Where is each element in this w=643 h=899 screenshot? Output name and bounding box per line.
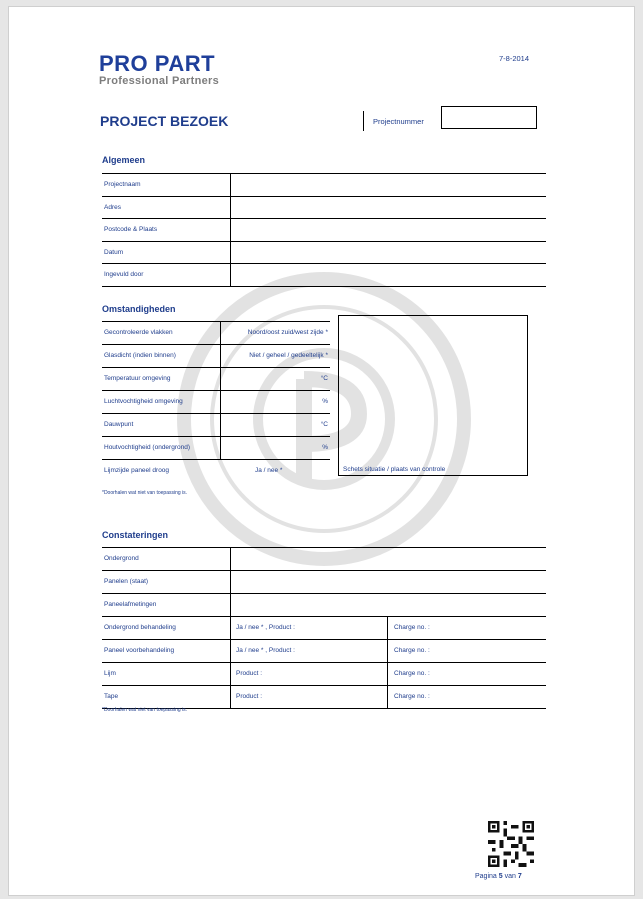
qr-code-icon — [487, 821, 535, 867]
row-line — [102, 685, 546, 686]
field-input[interactable] — [231, 219, 546, 240]
finding-charge[interactable]: Charge no. : — [394, 670, 430, 677]
field-label: Adres — [104, 203, 121, 211]
row-line — [102, 321, 330, 322]
row-line — [102, 662, 546, 663]
projectnummer-divider — [363, 111, 364, 131]
sketch-area[interactable] — [338, 315, 528, 476]
finding-charge[interactable]: Charge no. : — [394, 693, 430, 700]
document-page — [8, 6, 635, 896]
condition-label: Houtvochtigheid (ondergrond) — [104, 444, 190, 451]
company-logo — [99, 53, 219, 87]
footnote-constateringen: *Doorhalen wat niet van toepassing is. — [102, 707, 188, 713]
document-date: 7-8-2014 — [499, 54, 530, 63]
row-line — [102, 390, 330, 391]
field-label: Datum — [104, 248, 124, 256]
field-input[interactable] — [231, 197, 546, 218]
row-line — [102, 367, 330, 368]
condition-value[interactable]: Niet / geheel / gedeeltelijk * — [249, 352, 328, 359]
finding-label: Ondergrond — [104, 555, 139, 562]
finding-product[interactable]: Ja / nee * , Product : — [236, 624, 295, 631]
projectnummer-field[interactable] — [441, 106, 537, 129]
condition-value[interactable]: % — [322, 398, 328, 405]
finding-label: Paneel voorbehandeling — [104, 647, 175, 654]
condition-value[interactable]: Ja / nee * — [255, 467, 283, 474]
finding-label: Ondergrond behandeling — [104, 624, 176, 631]
logo-main-text: PRO PART — [99, 51, 216, 76]
section-heading-omstandigheden: Omstandigheden — [102, 304, 176, 314]
condition-value[interactable]: °C — [320, 421, 328, 428]
logo-sub-text: Professional Partners — [99, 75, 220, 87]
condition-label: Lijmzijde paneel droog — [104, 467, 170, 474]
page-current: 5 — [498, 873, 503, 880]
condition-value[interactable]: % — [322, 444, 328, 451]
row-line — [102, 436, 330, 437]
finding-charge[interactable]: Charge no. : — [394, 624, 430, 631]
finding-charge[interactable]: Charge no. : — [394, 647, 430, 654]
row-line — [102, 593, 546, 594]
finding-label: Lijm — [104, 670, 116, 677]
row-line — [102, 570, 546, 571]
condition-label: Dauwpunt — [104, 421, 134, 428]
page-total: 7 — [517, 873, 522, 880]
row-line — [102, 547, 546, 548]
row-line — [102, 459, 330, 460]
field-input[interactable] — [231, 242, 546, 263]
finding-product[interactable]: Product : — [236, 670, 263, 677]
page-indicator — [475, 873, 522, 880]
finding-product[interactable]: Ja / nee * , Product : — [236, 647, 295, 654]
finding-product[interactable]: Product : — [236, 693, 263, 700]
page-sep: van — [504, 873, 516, 880]
finding-label: Tape — [104, 693, 119, 700]
sketch-label: Schets situatie / plaats van controle — [343, 466, 446, 473]
condition-value[interactable]: °C — [320, 375, 328, 382]
section-heading-algemeen: Algemeen — [102, 155, 146, 165]
condition-label: Glasdicht (indien binnen) — [104, 352, 176, 359]
row-line — [102, 344, 330, 345]
section-heading-constateringen: Constateringen — [102, 530, 169, 540]
page-title: PROJECT BEZOEK — [100, 113, 229, 129]
row-line — [102, 286, 546, 287]
row-line — [102, 639, 546, 640]
field-label: Ingevuld door — [104, 271, 144, 278]
column-divider — [220, 321, 221, 459]
condition-label: Temperatuur omgeving — [104, 375, 171, 382]
field-input[interactable] — [231, 264, 546, 285]
condition-value[interactable]: Noord/oost zuid/west zijde * — [247, 329, 328, 336]
finding-label: Panelen (staat) — [104, 578, 149, 585]
finding-label: Paneelafmetingen — [104, 601, 157, 608]
column-divider — [387, 616, 388, 708]
field-input[interactable] — [231, 174, 546, 195]
column-divider — [230, 547, 231, 708]
field-label: Projectnaam — [104, 181, 141, 188]
field-label: Postcode & Plaats — [104, 226, 158, 233]
page-prefix: Pagina — [475, 873, 497, 880]
condition-label: Luchtvochtigheid omgeving — [104, 398, 183, 405]
footnote-omstandigheden: *Doorhalen wat niet van toepassing is. — [102, 490, 188, 496]
condition-label: Gecontroleerde vlakken — [104, 329, 173, 336]
row-line — [102, 413, 330, 414]
projectnummer-label: Projectnummer — [373, 117, 424, 126]
row-line — [102, 616, 546, 617]
